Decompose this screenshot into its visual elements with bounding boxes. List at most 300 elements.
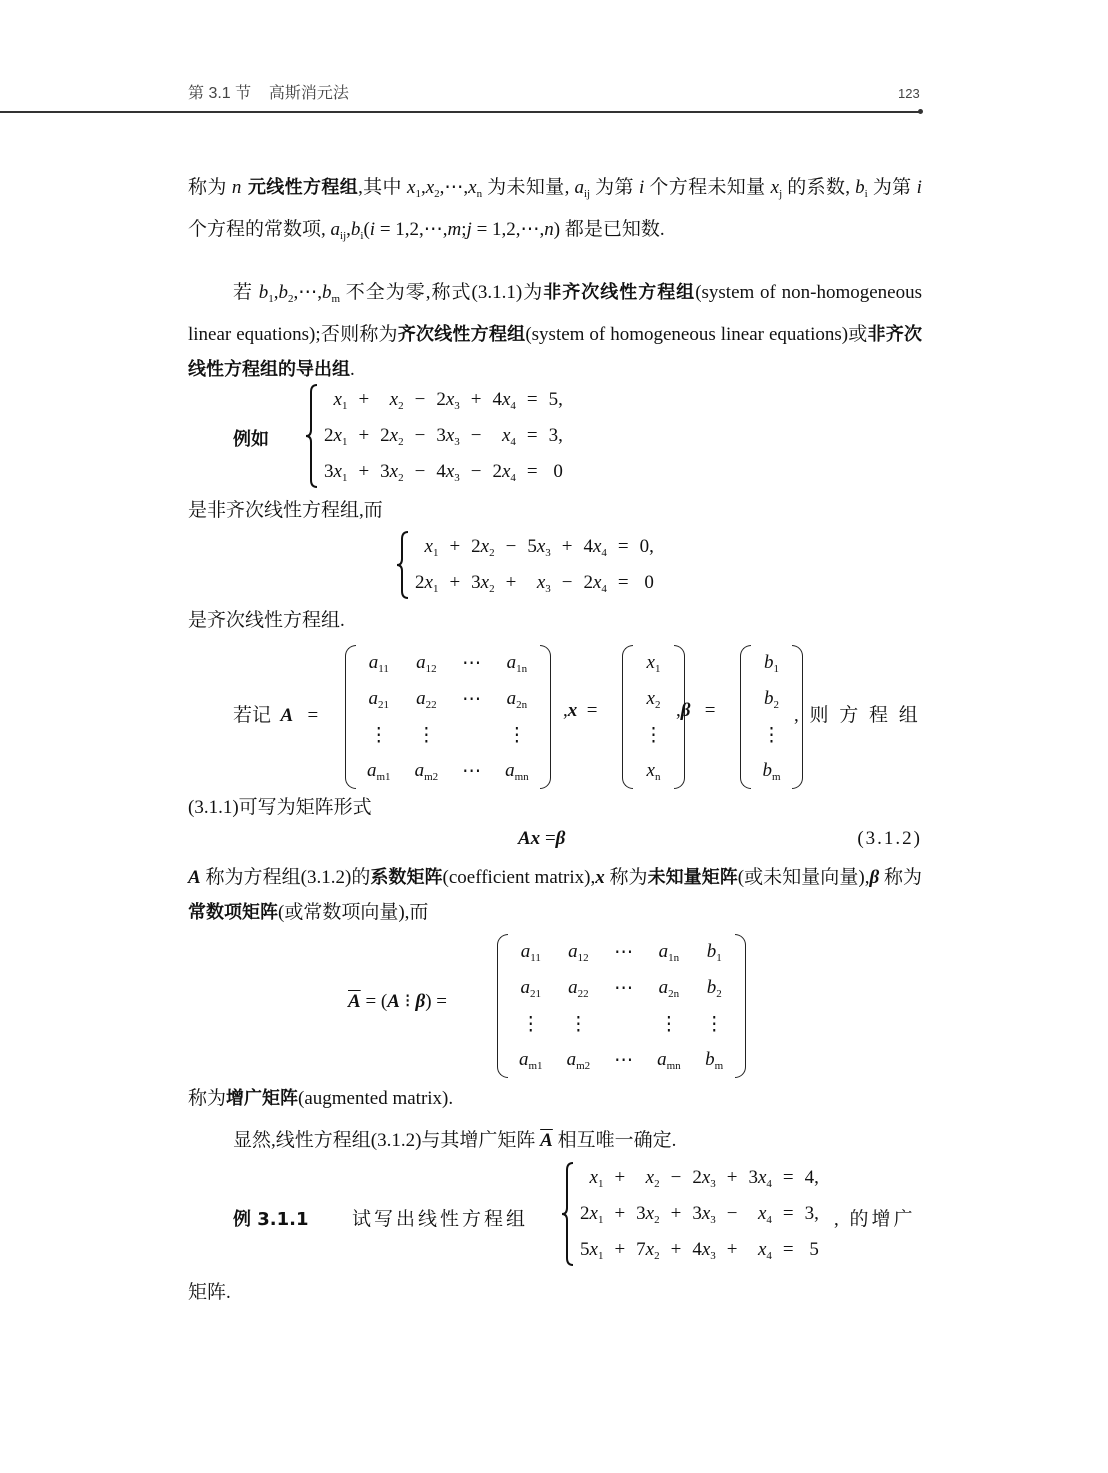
matrix-cell bbox=[355, 717, 403, 753]
matrix-cell bbox=[450, 717, 493, 753]
text-segment: ) 都是已知数. bbox=[553, 219, 665, 240]
text-segment: 称为 bbox=[604, 867, 648, 888]
text-segment: . bbox=[350, 359, 355, 380]
text-segment: $2x_2$ bbox=[380, 424, 404, 448]
matrix-row bbox=[507, 970, 736, 1006]
text-segment: ⋯ bbox=[614, 1049, 634, 1071]
matrix-cell bbox=[403, 717, 451, 753]
text-segment: + bbox=[670, 1203, 682, 1224]
text-segment: 3, bbox=[804, 1203, 819, 1224]
text-segment: $a_{11}$ bbox=[520, 940, 541, 964]
math-variable: a bbox=[574, 177, 584, 198]
text-segment: $3x_3$ bbox=[436, 424, 460, 448]
text-segment: $3x_2$ bbox=[471, 571, 495, 595]
math-variable: m bbox=[447, 219, 462, 240]
equation-number: (3.1.2) bbox=[857, 828, 922, 849]
math-variable: x bbox=[389, 424, 399, 446]
text-segment: + bbox=[726, 1239, 738, 1260]
paragraph-4: 是齐次线性方程组. bbox=[188, 610, 345, 631]
text-segment bbox=[540, 1130, 553, 1151]
equation-row bbox=[575, 1160, 824, 1196]
text-segment: 称为 bbox=[879, 867, 923, 888]
text-segment: $a_{1n}$ bbox=[658, 940, 680, 964]
matrix-cell bbox=[645, 934, 693, 970]
text-segment: ⋮ bbox=[369, 724, 389, 746]
math-symbol: $\overline{A}$ bbox=[540, 1130, 553, 1151]
math-variable: b bbox=[705, 1048, 715, 1070]
math-symbol: x bbox=[595, 867, 605, 888]
text-segment: $2x_4$ bbox=[492, 460, 516, 484]
matrix-row bbox=[632, 681, 675, 717]
text-segment: + bbox=[561, 536, 573, 557]
math-variable: i bbox=[916, 177, 922, 198]
math-variable: x bbox=[592, 535, 602, 557]
paragraph-6 bbox=[188, 860, 922, 930]
math-variable: a bbox=[505, 759, 515, 781]
math-variable: x bbox=[589, 1166, 598, 1188]
example-3-1-1-label: 例 3.1.1 bbox=[233, 1209, 309, 1230]
math-variable: a bbox=[566, 1048, 577, 1070]
text-segment: − bbox=[414, 389, 426, 410]
text-segment: $a_{1n}$ bbox=[506, 651, 528, 675]
equation-row bbox=[319, 382, 568, 418]
matrix-cell bbox=[450, 681, 493, 717]
matrix-brackets bbox=[497, 934, 746, 1078]
math-variable: a bbox=[506, 687, 517, 709]
text-segment: 3, bbox=[548, 425, 563, 446]
matrix-A bbox=[345, 645, 551, 795]
text-segment bbox=[188, 902, 278, 923]
text-segment: $x_n$ bbox=[468, 177, 483, 200]
math-variable: x bbox=[501, 424, 511, 446]
equation-row bbox=[319, 454, 568, 490]
matrix-cell bbox=[555, 1042, 603, 1078]
text-segment: 的系数, bbox=[782, 177, 856, 198]
matrix-cell bbox=[750, 645, 793, 681]
text-segment: 若 bbox=[233, 282, 259, 303]
text-segment: $x_2$ bbox=[646, 687, 661, 711]
text-segment: , bbox=[273, 282, 279, 303]
example-label: 例如 bbox=[233, 429, 269, 450]
text-segment: + bbox=[470, 389, 482, 410]
text-segment bbox=[448, 219, 462, 240]
matrix-cell bbox=[693, 1042, 736, 1078]
math-variable: a bbox=[416, 687, 426, 709]
paragraph-3: 是非齐次线性方程组,而 bbox=[188, 500, 383, 521]
text-segment: ⋮ bbox=[568, 1013, 588, 1035]
text-segment: ,其中 bbox=[358, 177, 407, 198]
math-variable: x bbox=[468, 177, 477, 198]
definition-prefix: 若记 A = bbox=[233, 705, 319, 726]
example-3-1-1-text: 试写出线性方程组 bbox=[352, 1209, 529, 1230]
text-segment: (augmented matrix). bbox=[298, 1088, 454, 1109]
equation-row bbox=[319, 418, 568, 454]
math-variable: x bbox=[407, 177, 416, 198]
left-brace-icon bbox=[561, 1160, 575, 1268]
header-rule bbox=[0, 111, 921, 113]
text-segment: $x_4$ bbox=[757, 1238, 772, 1262]
math-variable: a bbox=[368, 651, 379, 673]
matrix-cell bbox=[632, 645, 675, 681]
math-variable: x bbox=[501, 460, 511, 482]
matrix-cell bbox=[507, 1006, 555, 1042]
matrix-brackets bbox=[345, 645, 551, 789]
matrix-cell bbox=[693, 1006, 736, 1042]
bold-term: 未知量矩阵 bbox=[647, 867, 738, 888]
text-segment: 个方程未知量 bbox=[644, 177, 771, 198]
matrix-cell bbox=[355, 645, 403, 681]
equation-system-1 bbox=[305, 382, 568, 490]
text-segment: $2x_3$ bbox=[436, 388, 460, 412]
math-variable: x bbox=[480, 571, 490, 593]
text-segment: = bbox=[782, 1167, 794, 1188]
math-variable: x bbox=[389, 388, 399, 410]
math-variable: x bbox=[333, 424, 342, 446]
text-segment: + bbox=[505, 572, 517, 593]
math-variable: x bbox=[445, 424, 455, 446]
text-segment: + bbox=[614, 1239, 626, 1260]
math-variable: a bbox=[414, 759, 425, 781]
text-segment: ⋮ bbox=[644, 724, 663, 746]
math-variable: x bbox=[770, 177, 780, 198]
matrix-cell bbox=[693, 970, 736, 1006]
math-variable: x bbox=[445, 460, 455, 482]
math-variable: a bbox=[519, 1048, 529, 1070]
math-variable: i bbox=[639, 177, 645, 198]
math-variable: a bbox=[330, 219, 341, 240]
math-variable: b bbox=[258, 282, 269, 303]
math-symbol: β bbox=[869, 867, 880, 888]
text-segment: $a_{22}$ bbox=[568, 976, 589, 1000]
definition-suffix: , 则 方 程 组 bbox=[794, 705, 921, 726]
math-variable: n bbox=[544, 219, 554, 240]
text-segment: $b_i$ bbox=[350, 219, 364, 242]
paragraph-8 bbox=[188, 1123, 922, 1158]
matrix-cell bbox=[493, 753, 541, 789]
math-variable: a bbox=[568, 940, 578, 962]
text-segment: (或常数项向量),而 bbox=[278, 902, 429, 923]
text-segment: $b_1$ bbox=[706, 940, 722, 964]
text-segment: 个方程的常数项, bbox=[188, 219, 331, 240]
math-symbol: A bbox=[188, 867, 201, 888]
text-segment: $x_4$ bbox=[501, 424, 516, 448]
math-variable: x bbox=[536, 571, 546, 593]
text-segment: 5 bbox=[809, 1239, 819, 1260]
math-variable: a bbox=[520, 976, 531, 998]
text-segment: + bbox=[449, 536, 461, 557]
text-segment: = bbox=[782, 1239, 794, 1260]
text-segment: $2x_4$ bbox=[583, 571, 607, 595]
text-segment: 0 bbox=[553, 461, 563, 482]
matrix-A-symbol: A bbox=[280, 705, 294, 726]
text-segment: $a_{m2}$ bbox=[414, 759, 439, 783]
example-3-1-1-suffix: , 的增广 bbox=[834, 1209, 916, 1230]
math-variable: b bbox=[706, 940, 717, 962]
math-variable: a bbox=[658, 976, 669, 998]
text-segment: ⋮ bbox=[521, 1013, 541, 1035]
text-segment: + bbox=[726, 1167, 738, 1188]
text-segment: 5, bbox=[548, 389, 563, 410]
page-number: 123 bbox=[898, 86, 920, 101]
text-segment: = bbox=[782, 1203, 794, 1224]
text-segment: $a_{mn}$ bbox=[657, 1048, 681, 1072]
text-segment: ,⋯, bbox=[439, 177, 469, 198]
text-segment: $b_1$ bbox=[764, 651, 779, 675]
text-segment: $a_{22}$ bbox=[416, 687, 437, 711]
text-segment: $3x_2$ bbox=[380, 460, 404, 484]
matrix-cell bbox=[355, 753, 403, 789]
text-segment: ,⋯, bbox=[293, 282, 322, 303]
text-segment: $x_2$ bbox=[389, 388, 404, 412]
text-segment: 0, bbox=[639, 536, 654, 557]
text-segment: $b_m$ bbox=[762, 759, 781, 783]
text-segment bbox=[232, 177, 242, 198]
text-segment: − bbox=[561, 572, 573, 593]
matrix-row bbox=[750, 753, 793, 789]
text-segment: ⋮ bbox=[704, 1013, 724, 1035]
text-segment bbox=[648, 867, 738, 888]
math-variable: x bbox=[701, 1166, 711, 1188]
text-segment: = bbox=[526, 389, 538, 410]
text-segment: $a_{ij}$ bbox=[574, 177, 591, 200]
matrix-cell bbox=[645, 970, 693, 1006]
math-variable: x bbox=[536, 535, 546, 557]
matrix-row bbox=[355, 753, 541, 789]
text-segment: $a_{21}$ bbox=[368, 687, 390, 711]
text-segment: − bbox=[726, 1203, 738, 1224]
math-variable: b bbox=[706, 976, 717, 998]
paragraph-2 bbox=[188, 275, 922, 387]
text-segment: $b_m$ bbox=[322, 282, 341, 305]
math-variable: a bbox=[657, 1048, 667, 1070]
text-segment: $b_2$ bbox=[764, 687, 779, 711]
matrix-cell bbox=[693, 934, 736, 970]
matrix-cell bbox=[602, 1006, 645, 1042]
paragraph-5: (3.1.1)可写为矩阵形式 bbox=[188, 797, 372, 818]
math-variable: j bbox=[466, 219, 472, 240]
bold-term: 齐次线性方程组 bbox=[397, 324, 526, 345]
math-variable: x bbox=[333, 460, 342, 482]
matrix-cell bbox=[632, 717, 675, 753]
text-segment: − bbox=[414, 425, 426, 446]
text-segment: 称为 bbox=[188, 1088, 227, 1109]
math-variable: x bbox=[645, 1202, 655, 1224]
equation-row bbox=[575, 1232, 824, 1268]
matrix-cell bbox=[355, 681, 403, 717]
text-segment: $b_m$ bbox=[705, 1048, 724, 1072]
augmented-matrix bbox=[497, 934, 746, 1084]
text-segment bbox=[398, 324, 526, 345]
math-variable: x bbox=[757, 1238, 767, 1260]
section-title: 高斯消元法 bbox=[268, 85, 349, 102]
matrix-row bbox=[632, 753, 675, 789]
text-segment: ( bbox=[363, 219, 370, 240]
text-segment bbox=[544, 219, 554, 240]
matrix-row bbox=[507, 1042, 736, 1078]
text-segment: 0 bbox=[644, 572, 654, 593]
math-variable: a bbox=[520, 940, 531, 962]
section-number: 第 3.1 节 bbox=[188, 85, 252, 102]
text-segment: $4x_3$ bbox=[436, 460, 460, 484]
text-segment: $3x_2$ bbox=[636, 1202, 660, 1226]
header-rule-dot bbox=[918, 109, 923, 114]
text-segment: + bbox=[358, 389, 370, 410]
text-segment bbox=[595, 867, 605, 888]
math-variable: a bbox=[658, 940, 669, 962]
matrix-row bbox=[507, 934, 736, 970]
math-variable: x bbox=[424, 571, 433, 593]
text-segment: 不全为零,称式(3.1.1)为 bbox=[340, 282, 544, 303]
text-segment: $a_{2n}$ bbox=[506, 687, 528, 711]
math-variable: x bbox=[445, 388, 455, 410]
matrix-cell bbox=[750, 681, 793, 717]
math-variable: x bbox=[592, 571, 602, 593]
text-segment: − bbox=[470, 461, 482, 482]
text-segment: 称为方程组(3.1.2)的 bbox=[200, 867, 371, 888]
text-segment: ⋯ bbox=[462, 760, 482, 782]
bold-term: 非齐次线性方程组 bbox=[543, 282, 696, 303]
bold-term: 非齐次线性方程组的导出组 bbox=[188, 324, 922, 380]
math-variable: x bbox=[646, 651, 655, 673]
text-segment: = bbox=[526, 461, 538, 482]
matrix-cell bbox=[555, 1006, 603, 1042]
math-variable: a bbox=[367, 759, 377, 781]
text-segment: $3x_3$ bbox=[692, 1202, 716, 1226]
beta-label: ,β = bbox=[676, 700, 716, 721]
running-header bbox=[188, 80, 349, 103]
augmented-label: $\overline{A} = (A$ ⁝ β) = bbox=[348, 991, 447, 1012]
text-segment: + bbox=[670, 1239, 682, 1260]
matrix-cell bbox=[632, 753, 675, 789]
matrix-cell bbox=[555, 970, 603, 1006]
equation-row bbox=[410, 565, 659, 601]
text-segment: $x_n$ bbox=[646, 759, 661, 783]
text-segment: $x_4$ bbox=[757, 1202, 772, 1226]
text-segment: $4x_4$ bbox=[583, 535, 607, 559]
paragraph-1 bbox=[188, 170, 922, 254]
text-segment: $2x_2$ bbox=[471, 535, 495, 559]
text-segment bbox=[241, 177, 358, 198]
text-segment: ⋮ bbox=[659, 1013, 679, 1035]
matrix-cell bbox=[632, 681, 675, 717]
math-variable: b bbox=[350, 219, 361, 240]
matrix-row bbox=[355, 645, 541, 681]
text-segment: $b_1$ bbox=[258, 282, 274, 305]
text-segment: $x_1$ bbox=[424, 535, 439, 559]
text-segment: $x_j$ bbox=[770, 177, 783, 200]
text-segment: $4x_3$ bbox=[692, 1238, 716, 1262]
text-segment: ⋯ bbox=[614, 977, 634, 999]
math-variable: x bbox=[424, 535, 433, 557]
bold-term: 增广矩阵 bbox=[226, 1088, 299, 1109]
text-segment: = 1,2,⋯, bbox=[471, 219, 545, 240]
math-variable: x bbox=[701, 1202, 711, 1224]
example-3-1-1-tail: 矩阵. bbox=[188, 1282, 231, 1303]
math-variable: a bbox=[416, 651, 426, 673]
math-variable: x bbox=[389, 460, 399, 482]
matrix-cell bbox=[507, 970, 555, 1006]
text-segment: $a_{11}$ bbox=[368, 651, 389, 675]
text-segment: $4x_4$ bbox=[492, 388, 516, 412]
text-segment: $x_1$ bbox=[333, 388, 348, 412]
math-variable: a bbox=[368, 687, 379, 709]
text-segment: , bbox=[346, 219, 351, 240]
text-segment: $a_{2n}$ bbox=[658, 976, 680, 1000]
matrix-row bbox=[632, 645, 675, 681]
text-segment bbox=[869, 867, 879, 888]
text-segment: , bbox=[420, 177, 426, 198]
equation-system-2 bbox=[396, 529, 659, 601]
matrix-cell bbox=[750, 753, 793, 789]
matrix-cell bbox=[602, 934, 645, 970]
text-segment: ⋯ bbox=[614, 941, 634, 963]
matrix-cell bbox=[493, 645, 541, 681]
text-segment: = bbox=[617, 536, 629, 557]
text-segment: ⋯ bbox=[462, 688, 482, 710]
text-segment: $x_1$ bbox=[407, 177, 421, 200]
math-variable: b bbox=[855, 177, 865, 198]
matrix-cell bbox=[555, 934, 603, 970]
text-segment: $5x_1$ bbox=[580, 1238, 604, 1262]
math-variable: b bbox=[278, 282, 288, 303]
text-segment: − bbox=[414, 461, 426, 482]
math-variable: x bbox=[646, 759, 655, 781]
text-segment: $x_1$ bbox=[589, 1166, 604, 1190]
text-segment: 称为 bbox=[188, 177, 232, 198]
text-segment: − bbox=[470, 425, 482, 446]
text-segment: $b_2$ bbox=[278, 282, 294, 305]
text-segment: + bbox=[614, 1203, 626, 1224]
matrix-row bbox=[632, 717, 675, 753]
text-segment: + bbox=[614, 1167, 626, 1188]
text-segment: $3x_1$ bbox=[324, 460, 348, 484]
matrix-cell bbox=[750, 717, 793, 753]
equation-row bbox=[410, 529, 659, 565]
text-segment: 为第 bbox=[867, 177, 917, 198]
text-segment: $2x_1$ bbox=[324, 424, 348, 448]
equation-row bbox=[575, 1196, 824, 1232]
text-segment: ⋮ bbox=[416, 724, 436, 746]
text-segment: $a_{21}$ bbox=[520, 976, 542, 1000]
bold-term: 常数项矩阵 bbox=[188, 902, 278, 923]
matrix-row bbox=[750, 717, 793, 753]
math-variable: x bbox=[757, 1202, 767, 1224]
text-segment: $b_2$ bbox=[706, 976, 722, 1000]
text-segment: $b_i$ bbox=[855, 177, 868, 200]
math-variable: a bbox=[506, 651, 517, 673]
math-variable: x bbox=[701, 1238, 711, 1260]
matrix-cell bbox=[450, 753, 493, 789]
text-segment: $a_{m1}$ bbox=[519, 1048, 543, 1072]
matrix-row bbox=[507, 1006, 736, 1042]
text-segment bbox=[917, 177, 922, 198]
math-variable: b bbox=[322, 282, 332, 303]
bold-term: 元线性方程组 bbox=[241, 177, 359, 198]
text-segment: (system of non-homogeneous linear equations);否则称为 bbox=[188, 282, 922, 345]
math-variable: x bbox=[333, 388, 342, 410]
text-segment: ; bbox=[461, 219, 467, 240]
text-segment: 为第 bbox=[590, 177, 639, 198]
text-segment: − bbox=[670, 1167, 682, 1188]
math-variable: x bbox=[757, 1166, 767, 1188]
x-label: ,x = bbox=[563, 700, 598, 721]
text-segment: = bbox=[526, 425, 538, 446]
math-variable: b bbox=[764, 687, 774, 709]
matrix-cell bbox=[507, 934, 555, 970]
text-segment bbox=[543, 282, 695, 303]
text-segment: 显然,线性方程组(3.1.2)与其增广矩阵 bbox=[233, 1130, 541, 1151]
math-variable: x bbox=[645, 1166, 655, 1188]
